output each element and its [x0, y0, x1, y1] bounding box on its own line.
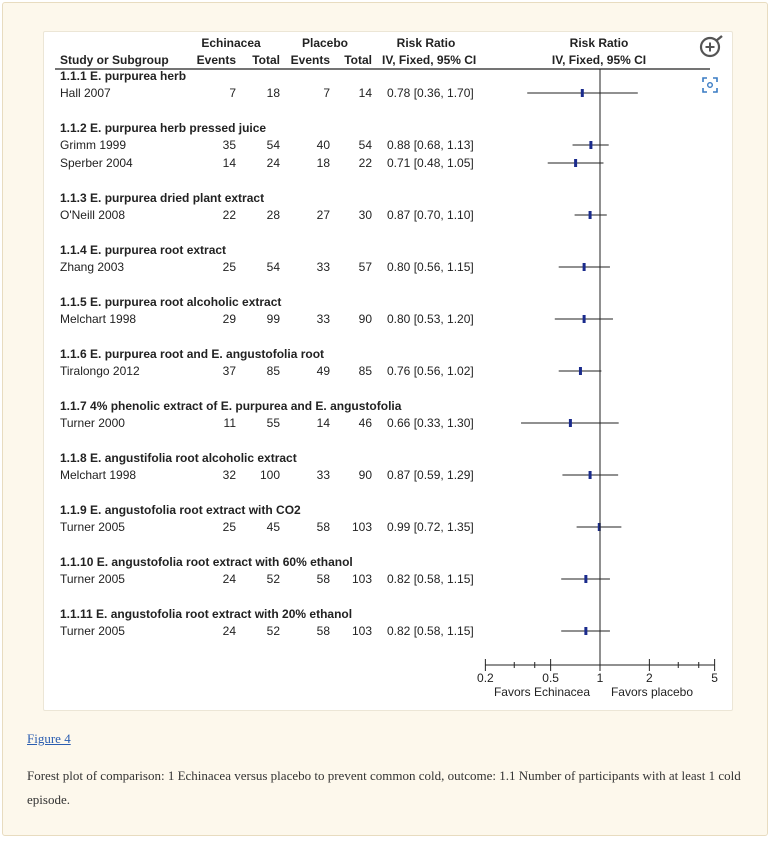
events-placebo: 7 [323, 86, 330, 100]
events-placebo: 33 [316, 468, 330, 482]
total-echinacea: 18 [266, 86, 280, 100]
events-echinacea: 37 [222, 364, 236, 378]
subgroup-title: 1.1.4 E. purpurea root extract [60, 243, 227, 257]
risk-ratio-ci: 0.76 [0.56, 1.02] [387, 364, 474, 378]
events-placebo: 58 [316, 624, 330, 638]
figure-link[interactable]: Figure 4 [27, 731, 71, 746]
favors-right-label: Favors placebo [610, 685, 694, 699]
events-echinacea: 24 [222, 572, 236, 586]
events-placebo: 14 [316, 416, 330, 430]
total-placebo: 85 [358, 364, 372, 378]
risk-ratio-ci: 0.82 [0.58, 1.15] [387, 572, 474, 586]
study-name: Turner 2005 [60, 624, 125, 638]
total-echinacea: 85 [266, 364, 280, 378]
subgroup-title: 1.1.6 E. purpurea root and E. angustofolia root [60, 347, 325, 361]
events-echinacea: 32 [222, 468, 236, 482]
risk-ratio-ci: 0.99 [0.72, 1.35] [387, 520, 474, 534]
events-placebo: 49 [316, 364, 330, 378]
risk-ratio-ci: 0.80 [0.53, 1.20] [387, 312, 474, 326]
study-name: Melchart 1998 [60, 468, 137, 482]
header-plot: IV, Fixed, 95% CI [551, 53, 647, 67]
subgroup-title: 1.1.1 E. purpurea herb [60, 69, 187, 83]
study-name: Melchart 1998 [60, 312, 137, 326]
events-echinacea: 35 [222, 138, 236, 152]
header-total2: Total [344, 53, 372, 67]
subgroup-title: 1.1.5 E. purpurea root alcoholic extract [60, 295, 282, 309]
point-estimate [583, 263, 586, 271]
header-rr-top: Risk Ratio [396, 36, 456, 50]
point-estimate [589, 141, 592, 149]
risk-ratio-ci: 0.87 [0.59, 1.29] [387, 468, 474, 482]
point-estimate [569, 419, 572, 427]
study-name: Grimm 1999 [60, 138, 127, 152]
events-placebo: 58 [316, 572, 330, 586]
total-placebo: 90 [358, 468, 372, 482]
events-echinacea: 29 [222, 312, 236, 326]
tick-label: 5 [711, 671, 718, 685]
point-estimate [581, 89, 584, 97]
figure-caption: Forest plot of comparison: 1 Echinacea versus placebo to prevent common cold, outcome: 1.1 Number of participants with at least 1 cold episode. [27, 768, 741, 807]
total-placebo: 22 [358, 156, 372, 170]
events-echinacea: 25 [222, 260, 236, 274]
total-echinacea: 99 [266, 312, 280, 326]
study-name: Zhang 2003 [60, 260, 125, 274]
total-echinacea: 45 [266, 520, 280, 534]
total-placebo: 57 [358, 260, 372, 274]
study-name: Turner 2005 [60, 572, 125, 586]
total-echinacea: 52 [266, 624, 280, 638]
total-placebo: 30 [358, 208, 372, 222]
total-placebo: 103 [351, 624, 372, 638]
events-echinacea: 7 [229, 86, 236, 100]
table-body [60, 69, 638, 638]
events-placebo: 33 [316, 260, 330, 274]
total-echinacea: 28 [266, 208, 280, 222]
subgroup-title: 1.1.2 E. purpurea herb pressed juice [60, 121, 267, 135]
total-placebo: 103 [351, 520, 372, 534]
events-placebo: 58 [316, 520, 330, 534]
total-placebo: 46 [358, 416, 372, 430]
table-header [55, 36, 710, 69]
header-events1: Events [196, 53, 236, 67]
events-placebo: 18 [316, 156, 330, 170]
risk-ratio-ci: 0.80 [0.56, 1.15] [387, 260, 474, 274]
events-echinacea: 24 [222, 624, 236, 638]
study-name: Turner 2000 [60, 416, 125, 430]
events-echinacea: 14 [222, 156, 236, 170]
point-estimate [589, 471, 592, 479]
point-estimate [584, 575, 587, 583]
study-name: Sperber 2004 [60, 156, 133, 170]
subgroup-title: 1.1.10 E. angustofolia root extract with 60% ethanol [60, 555, 353, 569]
point-estimate [589, 211, 592, 219]
total-echinacea: 100 [259, 468, 280, 482]
header-rr: IV, Fixed, 95% CI [382, 53, 477, 67]
study-name: Turner 2005 [60, 520, 125, 534]
point-estimate [579, 367, 582, 375]
point-estimate [574, 159, 577, 167]
events-placebo: 27 [316, 208, 330, 222]
total-echinacea: 52 [266, 572, 280, 586]
events-echinacea: 25 [222, 520, 236, 534]
tick-label: 0.5 [542, 671, 559, 685]
events-placebo: 40 [316, 138, 330, 152]
subgroup-title: 1.1.11 E. angustofolia root extract with 20% ethanol [60, 607, 353, 621]
study-name: Tiralongo 2012 [60, 364, 140, 378]
events-echinacea: 22 [222, 208, 236, 222]
header-total1: Total [252, 53, 280, 67]
subgroup-title: 1.1.3 E. purpurea dried plant extract [60, 191, 265, 205]
study-name: O'Neill 2008 [60, 208, 125, 222]
total-echinacea: 24 [266, 156, 280, 170]
total-placebo: 14 [358, 86, 372, 100]
risk-ratio-ci: 0.87 [0.70, 1.10] [387, 208, 474, 222]
subgroup-title: 1.1.7 4% phenolic extract of E. purpurea and E. angustofolia [60, 399, 402, 413]
total-placebo: 90 [358, 312, 372, 326]
risk-ratio-ci: 0.88 [0.68, 1.13] [387, 138, 474, 152]
risk-ratio-ci: 0.78 [0.36, 1.70] [387, 86, 474, 100]
tick-label: 1 [596, 671, 604, 685]
total-echinacea: 55 [266, 416, 280, 430]
header-group2: Placebo [301, 36, 349, 50]
events-placebo: 33 [316, 312, 330, 326]
subgroup-title: 1.1.8 E. angustifolia root alcoholic extract [60, 451, 297, 465]
tick-label: 0.2 [477, 671, 494, 685]
header-study: Study or Subgroup [60, 53, 169, 67]
expand-icon[interactable] [701, 76, 719, 94]
favors-left-label: Favors Echinacea [493, 685, 591, 699]
point-estimate [583, 315, 586, 323]
header-group1: Echinacea [201, 36, 261, 50]
total-echinacea: 54 [266, 260, 280, 274]
header-plot-top: Risk Ratio [569, 36, 629, 50]
risk-ratio-ci: 0.82 [0.58, 1.15] [387, 624, 474, 638]
total-echinacea: 54 [266, 138, 280, 152]
total-placebo: 103 [351, 572, 372, 586]
point-estimate [584, 627, 587, 635]
header-events2: Events [290, 53, 330, 67]
risk-ratio-ci: 0.71 [0.48, 1.05] [387, 156, 474, 170]
tick-label: 2 [646, 671, 653, 685]
total-placebo: 54 [358, 138, 372, 152]
risk-ratio-ci: 0.66 [0.33, 1.30] [387, 416, 474, 430]
study-name: Hall 2007 [60, 86, 111, 100]
subgroup-title: 1.1.9 E. angustofolia root extract with CO2 [60, 503, 301, 517]
events-echinacea: 11 [223, 416, 236, 430]
zoom-in-icon[interactable] [697, 34, 727, 62]
